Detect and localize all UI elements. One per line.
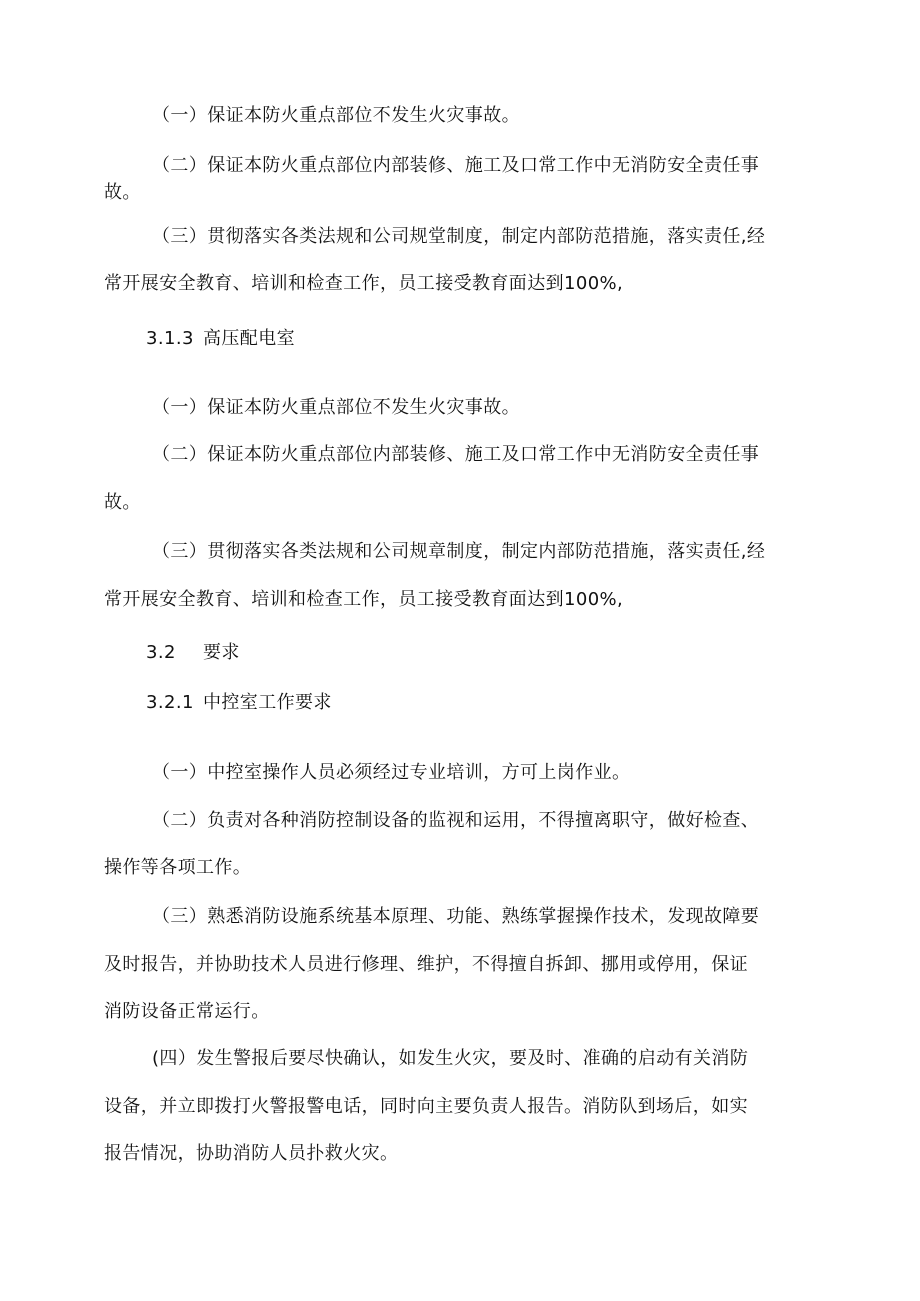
paragraph-line: 报告情况，协助消防人员扑救火灾。 [104,1143,399,1164]
section-heading-3-2 [146,641,866,665]
section-number: 3.2 [146,642,176,663]
paragraph-line: 消防设备正常运行。 [104,1001,270,1022]
paragraph-line: 设备，并立即拨打火警报警电话，同时向主要负责人报告。消防队到场后，如实 [104,1096,748,1117]
section-title: 要求 [203,642,240,663]
paragraph-line: 常开展安全教育、培训和检查工作，员工接受教育面达到100%, [104,589,624,610]
paragraph-line: 常开展安全教育、培训和检查工作，员工接受教育面达到100%, [104,273,624,294]
paragraph-line: （二）负责对各种消防控制设备的监视和运用，不得擅离职守，做好检查、 [152,810,760,831]
paragraph-line: 故。 [104,492,141,513]
paragraph-line: 操作等各项工作。 [104,857,252,878]
paragraph-line: （三）贯彻落实各类法规和公司规章制度，制定内部防范措施，落实责任,经 [152,541,766,562]
paragraph-line: （一）中控室操作人员必须经过专业培训，方可上岗作业。 [152,762,631,783]
section-number: 3.2.1 [146,692,194,713]
section-title: 高压配电室 [203,328,295,349]
section-heading-3-1-3 [146,327,866,351]
paragraph-line: （一）保证本防火重点部位不发生火灾事故。 [152,397,520,418]
paragraph-line: （三）贯彻落实各类法规和公司规堂制度，制定内部防范措施，落实责任,经 [152,226,766,247]
section-heading-3-2-1 [146,691,866,715]
paragraph-line: （二）保证本防火重点部位内部装修、施工及口常工作中无消防安全责任事 [152,444,760,465]
paragraph-line: (四）发生警报后要尽快确认，如发生火灾，要及时、准确的启动有关消防 [152,1048,749,1069]
paragraph-line: 故。 [104,182,141,203]
paragraph-line: （一）保证本防火重点部位不发生火灾事故。 [152,105,520,126]
paragraph-line: （二）保证本防火重点部位内部装修、施工及口常工作中无消防安全责任事 [152,155,760,176]
section-title: 中控室工作要求 [203,692,332,713]
paragraph-line: （三）熟悉消防设施系统基本原理、功能、熟练掌握操作技术，发现故障要 [152,906,760,927]
section-number: 3.1.3 [146,328,194,349]
paragraph-line: 及时报告，并协助技术人员进行修理、维护，不得擅自拆卸、挪用或停用，保证 [104,954,748,975]
